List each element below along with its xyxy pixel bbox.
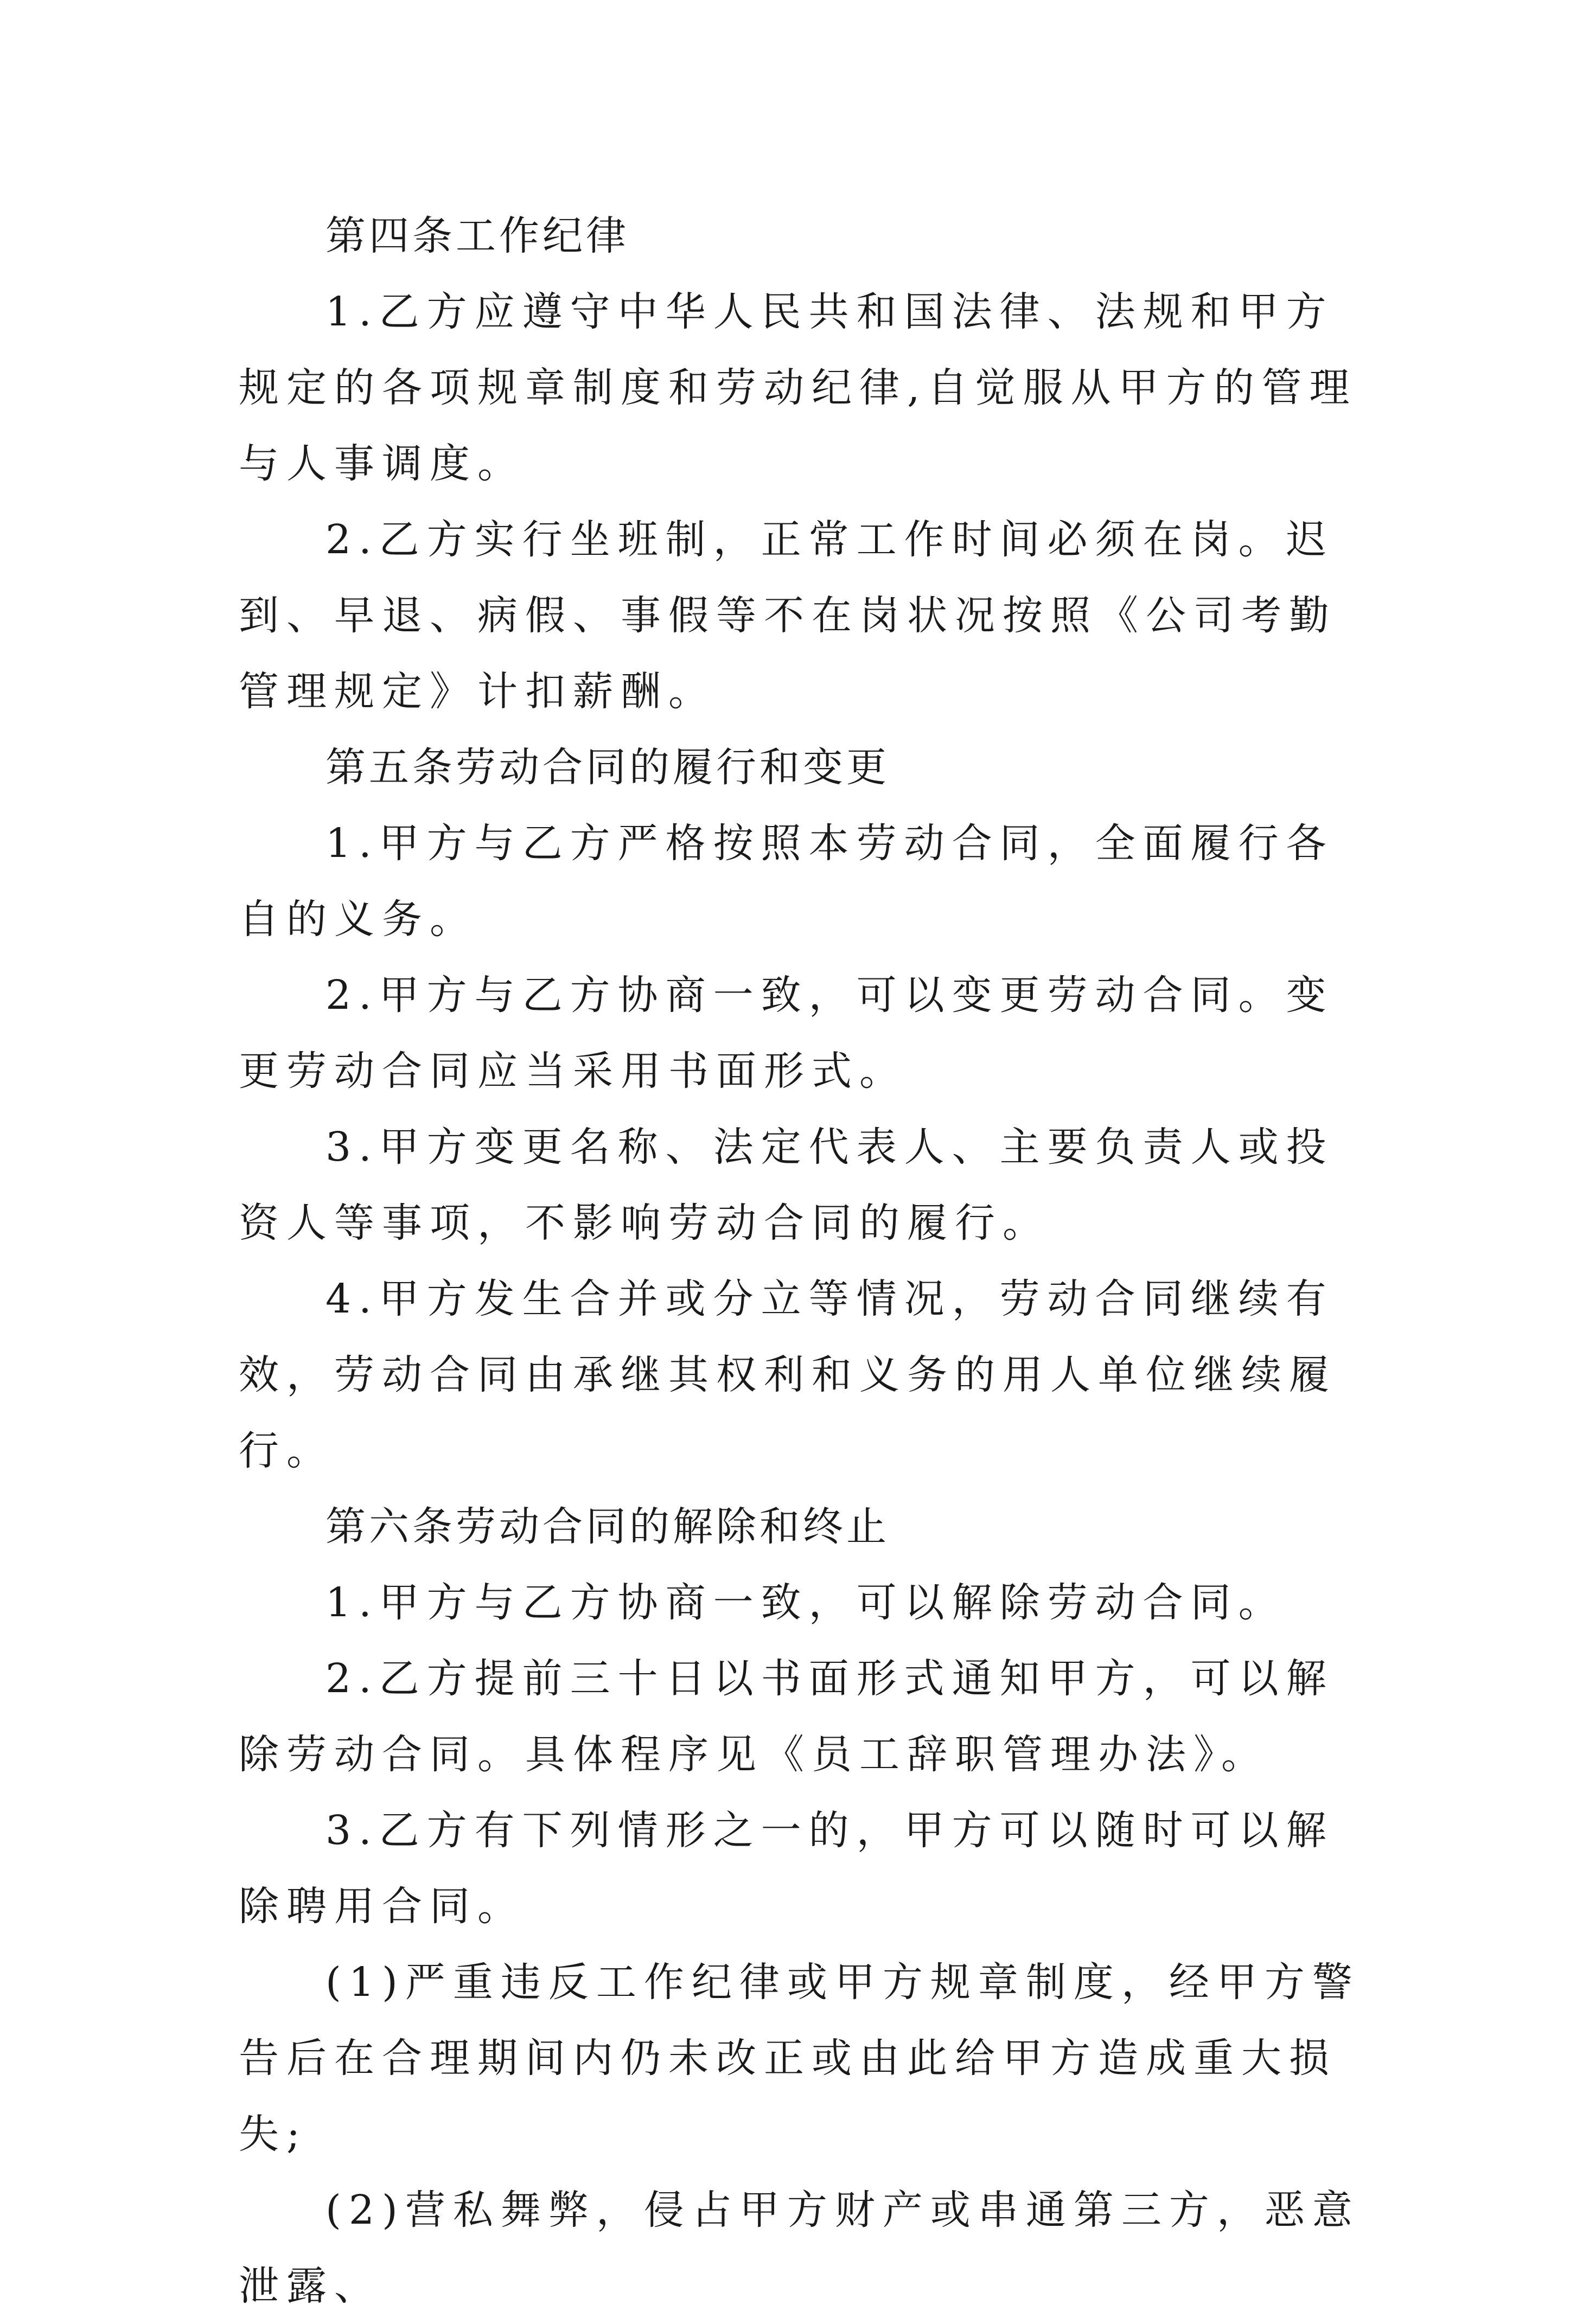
article-6-item-3-sub-1: (1)严重违反工作纪律或甲方规章制度，经甲方警告后在合理期间内仍未改正或由此给甲方造成重大损失; xyxy=(239,1959,1360,2157)
article-5-item-4: 4.甲方发生合并或分立等情况，劳动合同继续有效，劳动合同由承继其权利和义务的用人单位继续履行。 xyxy=(239,1276,1337,1474)
article-4-heading: 第四条工作纪律 xyxy=(326,213,629,259)
article-6-item-3-sub-2: (2)营私舞弊，侵占甲方财产或串通第三方，恶意泄露、 xyxy=(239,2187,1360,2309)
article-6-item-3: 3.乙方有下列情形之一的，甲方可以随时可以解除聘用合同。 xyxy=(239,1807,1334,1930)
article-5-item-2: 2.甲方与乙方协商一致，可以变更劳动合同。变更劳动合同应当采用书面形式。 xyxy=(239,972,1334,1094)
article-5-heading: 第五条劳动合同的履行和变更 xyxy=(326,744,890,791)
article-4-item-1: 1.乙方应遵守中华人民共和国法律、法规和甲方规定的各项规章制度和劳动纪律,自觉服从甲方的管理与人事调度。 xyxy=(239,289,1357,487)
article-6-item-1: 1.甲方与乙方协商一致，可以解除劳动合同。 xyxy=(326,1579,1286,1626)
document-body xyxy=(239,198,1378,2324)
article-5-item-1: 1.甲方与乙方严格按照本劳动合同，全面履行各自的义务。 xyxy=(239,820,1334,943)
article-6-heading: 第六条劳动合同的解除和终止 xyxy=(326,1503,890,1550)
article-4-item-2: 2.乙方实行坐班制，正常工作时间必须在岗。迟到、早退、病假、事假等不在岗状况按照《公司考勤管理规定》计扣薪酬。 xyxy=(239,516,1337,715)
article-6-item-2: 2.乙方提前三十日以书面形式通知甲方，可以解除劳动合同。具体程序见《员工辞职管理办法》。 xyxy=(239,1655,1334,1778)
article-5-item-3: 3.甲方变更名称、法定代表人、主要负责人或投资人等事项，不影响劳动合同的履行。 xyxy=(239,1124,1334,1246)
